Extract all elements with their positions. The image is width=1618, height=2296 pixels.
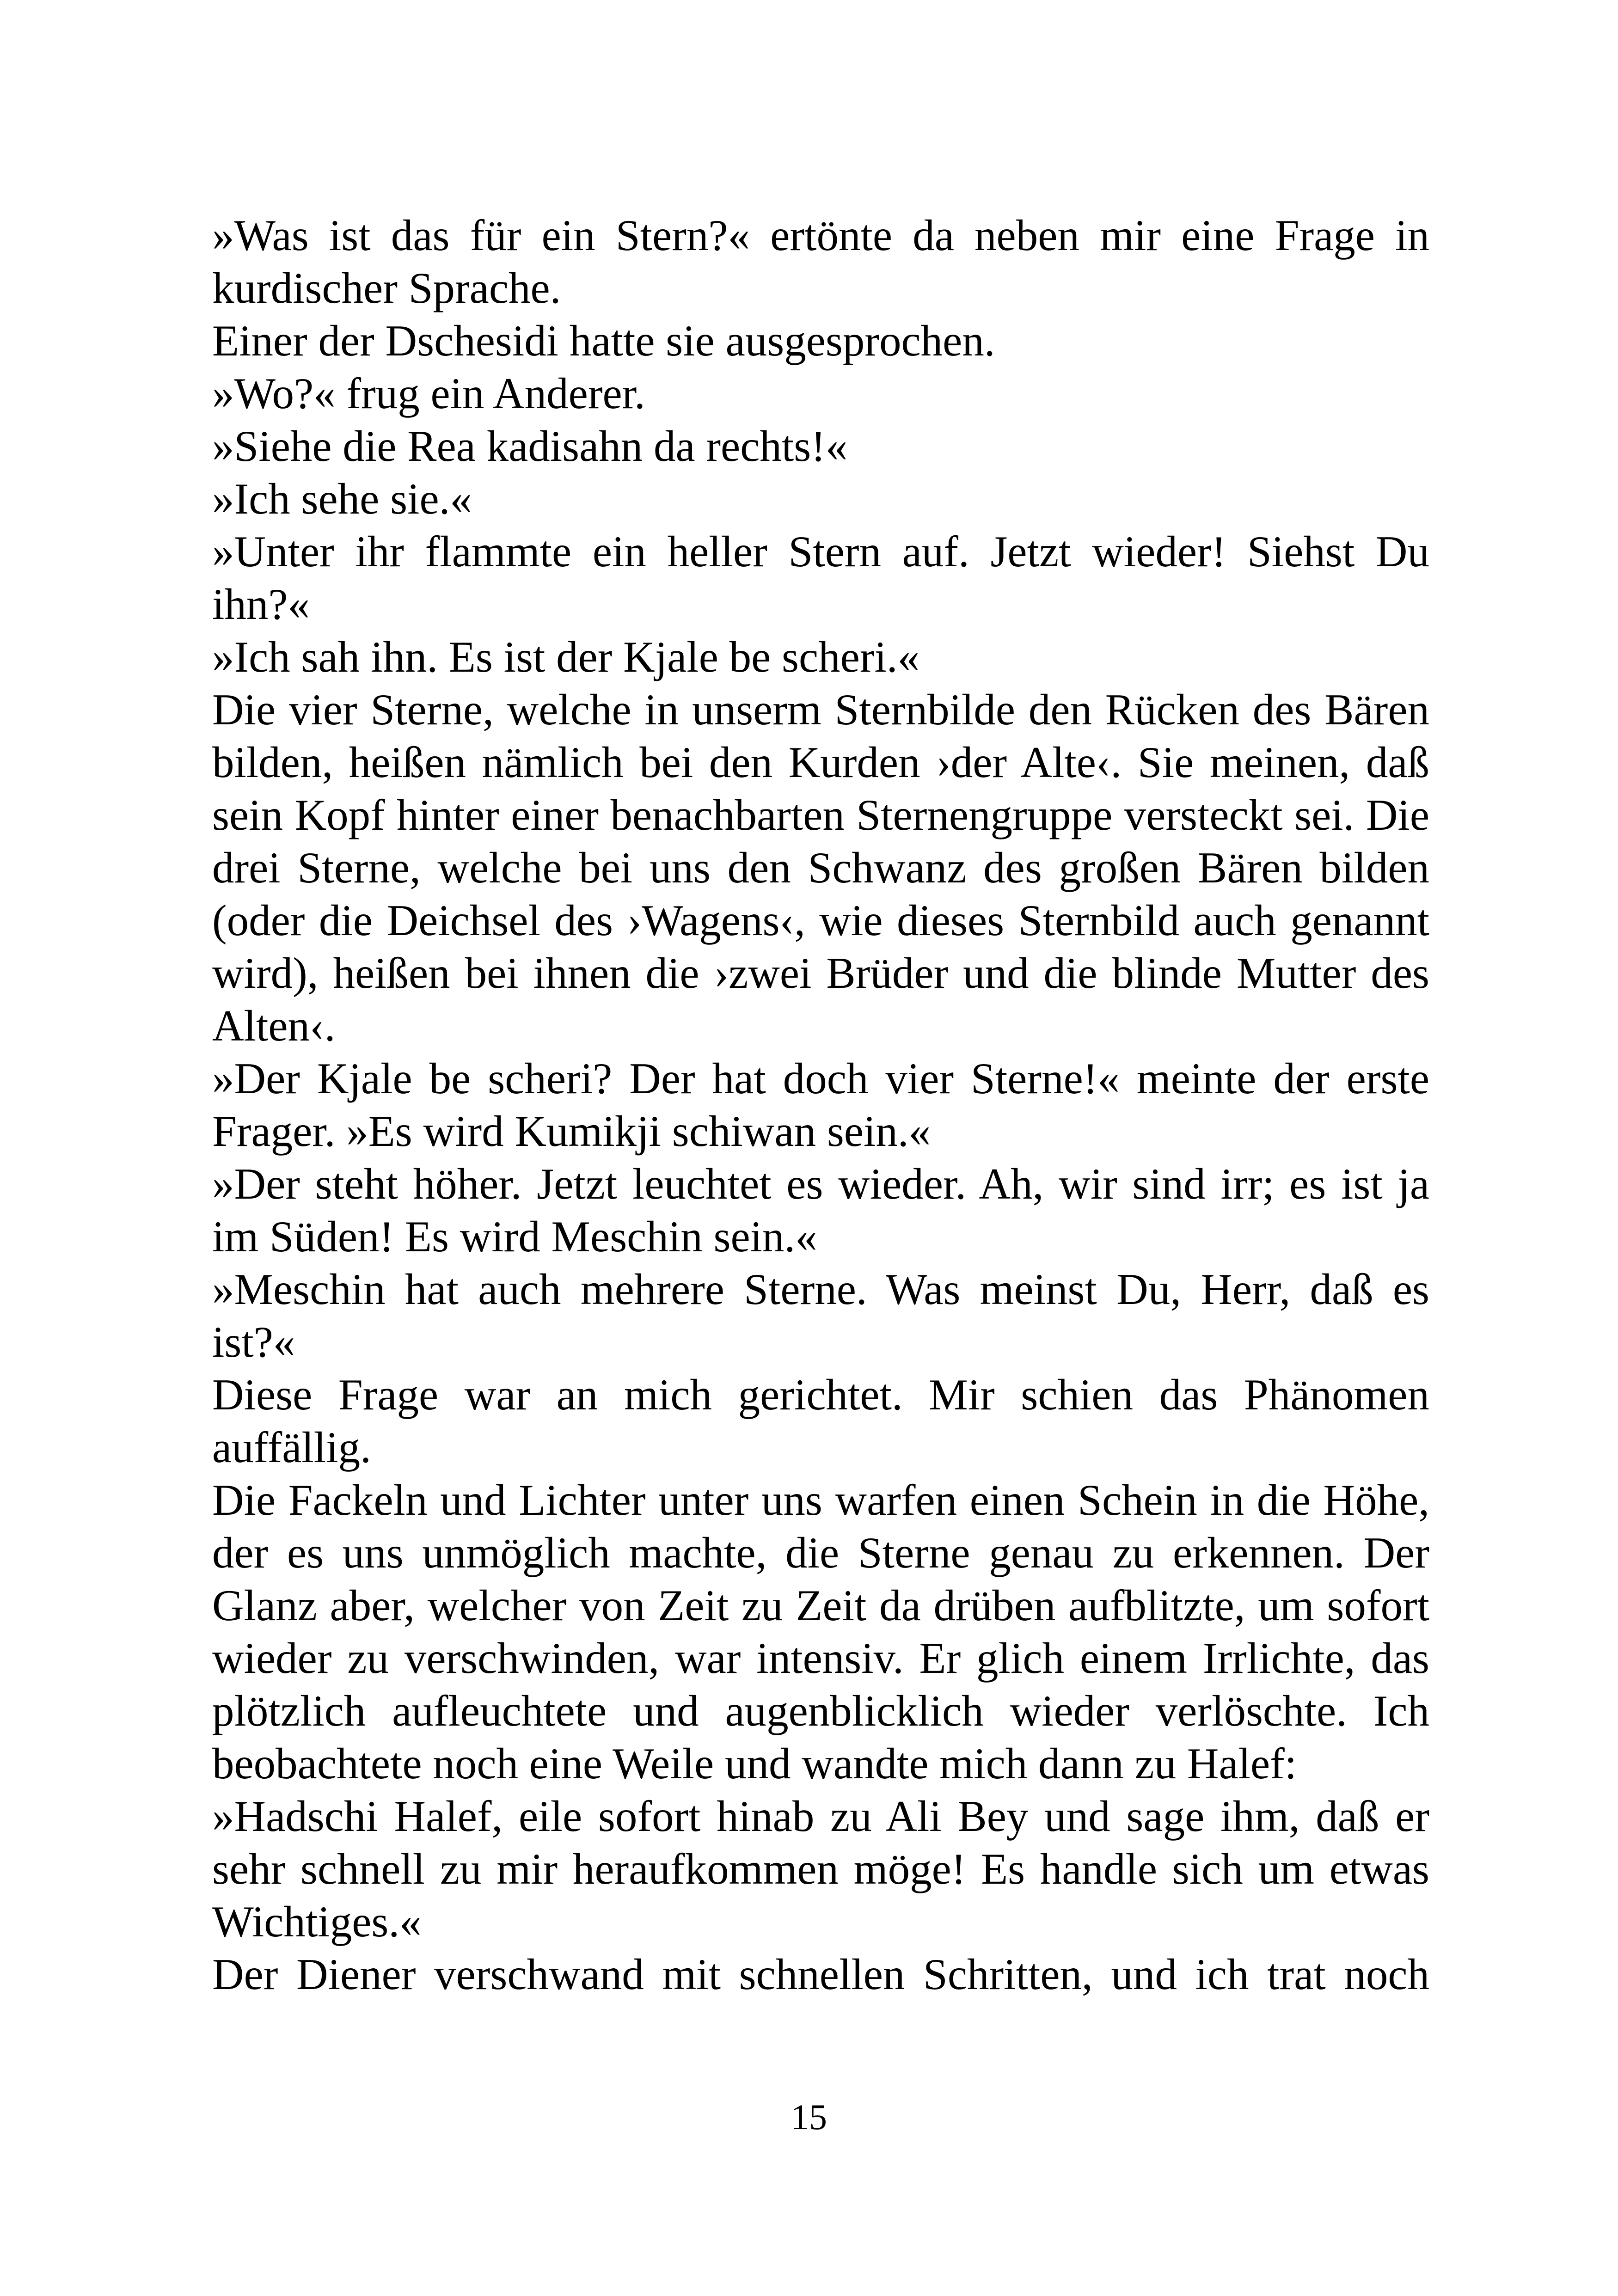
paragraph: Die Fackeln und Lichter unter uns warfen einen Schein in die Höhe, der es uns unmöglich machte, die Sterne genau zu erkennen. Der Glanz aber, welcher von Zeit zu Zeit da drüben aufblitzte, um sofort wieder zu verschwinden, war intensiv. Er glich einem Irrlichte, das plötzlich aufleuchtete und augenblicklich wieder verlöschte. Ich beobachtete noch eine Weile und wandte mich dann zu Halef:: [212, 1476, 1429, 1788]
paragraph: »Der Kjale be scheri? Der hat doch vier Sterne!« meinte der erste Frager. »Es wird Kumikji schiwan sein.«: [212, 1054, 1429, 1156]
paragraph: »Der steht höher. Jetzt leuchtet es wieder. Ah, wir sind irr; es ist ja im Süden! Es wird Meschin sein.«: [212, 1159, 1429, 1261]
paragraph: Die vier Sterne, welche in unserm Sternbilde den Rücken des Bären bilden, heißen nämlich bei den Kurden ›der Alte‹. Sie meinen, daß sein Kopf hinter einer benachbarten Sternengruppe versteckt sei. Die drei Sterne, welche bei uns den Schwanz des großen Bären bilden (oder die Deichsel des ›Wagens‹, wie dieses Sternbild auch genannt wird), heißen bei ihnen die ›zwei Brüder und die blinde Mutter des Alten‹.: [212, 685, 1429, 1050]
paragraph: »Ich sah ihn. Es ist der Kjale be scheri.«: [212, 632, 920, 681]
page-number: 15: [791, 2097, 827, 2137]
paragraph: »Wo?« frug ein Anderer.: [212, 369, 645, 418]
paragraph: Einer der Dschesidi hatte sie ausgesprochen.: [212, 316, 995, 365]
body-text: [212, 209, 1429, 2001]
paragraph: »Ich sehe sie.«: [212, 474, 472, 523]
paragraph: »Unter ihr flammte ein heller Stern auf. Jetzt wieder! Siehst Du ihn?«: [212, 527, 1429, 629]
paragraph: »Meschin hat auch mehrere Sterne. Was meinst Du, Herr, daß es ist?«: [212, 1265, 1429, 1366]
paragraph: »Hadschi Halef, eile sofort hinab zu Ali Bey und sage ihm, daß er sehr schnell zu mir heraufkommen möge! Es handle sich um etwas Wichtiges.«: [212, 1792, 1429, 1946]
paragraph: Der Diener verschwand mit schnellen Schritten, und ich trat noch: [212, 1950, 1429, 1999]
paragraph: »Siehe die Rea kadisahn da rechts!«: [212, 422, 848, 471]
paragraph: »Was ist das für ein Stern?« ertönte da neben mir eine Frage in kurdischer Sprache.: [212, 211, 1429, 312]
paragraph: Diese Frage war an mich gerichtet. Mir schien das Phänomen auffällig.: [212, 1370, 1429, 1472]
